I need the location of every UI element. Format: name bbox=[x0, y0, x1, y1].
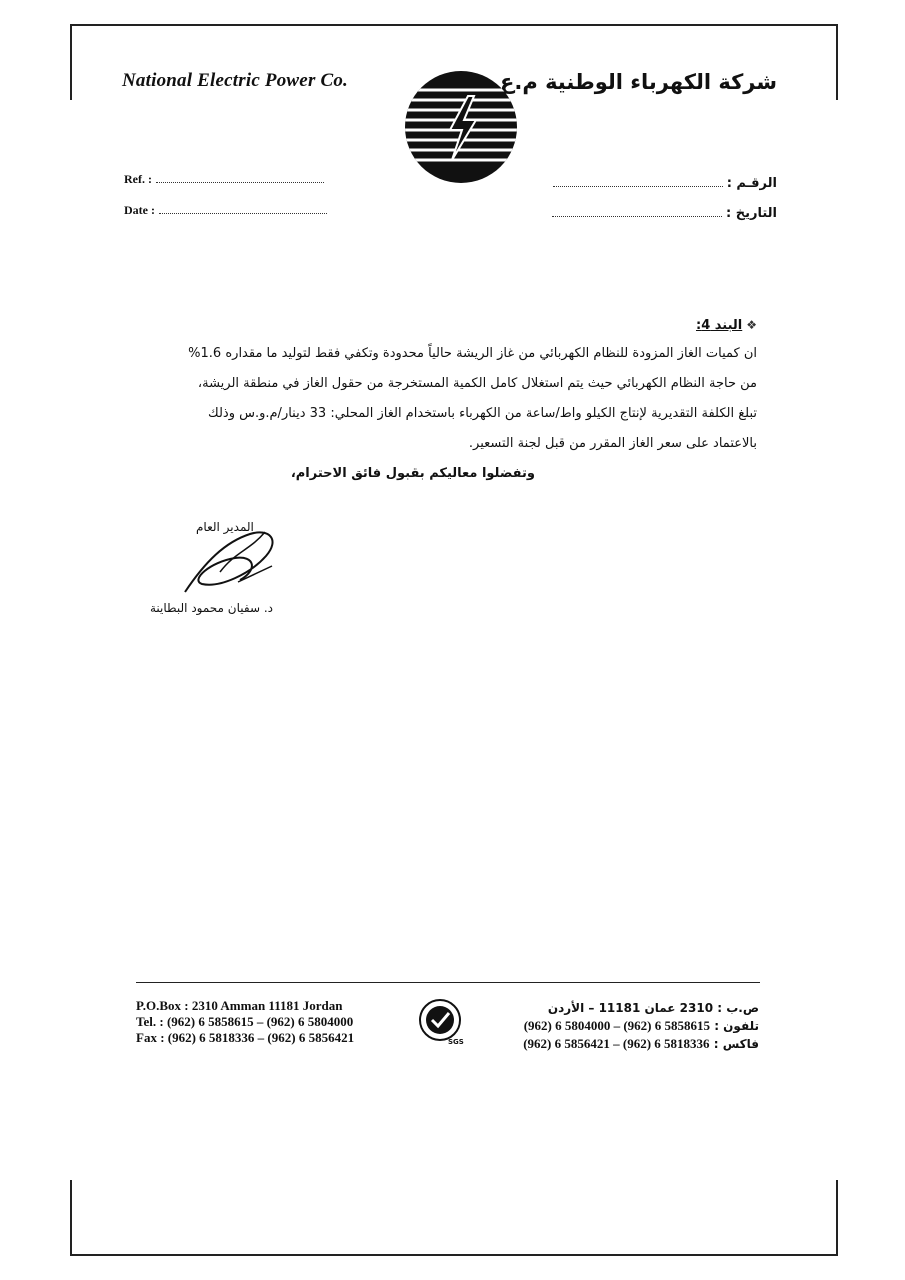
footer-pobox-en: P.O.Box : 2310 Amman 11181 Jordan bbox=[136, 998, 343, 1013]
footer-contact-en bbox=[136, 998, 354, 1046]
footer-tel-numbers-ar: (962) 6 5804000 – (962) 6 5858615 bbox=[523, 1018, 711, 1033]
sgs-certification-icon bbox=[418, 998, 474, 1048]
date-label: Date : bbox=[124, 203, 155, 217]
clause-heading-text: البند 4: bbox=[695, 318, 743, 333]
body-line-3: تبلغ الكلفة التقديرية لإنتاج الكيلو واط/ساعة من الكهرباء باستخدام الغاز المحلي: 33 دينار/م.و.س وذلك bbox=[207, 406, 757, 421]
footer-fax-numbers-ar: (962) 6 5856421 – (962) 6 5818336 bbox=[523, 1036, 710, 1051]
footer-fax-ar bbox=[523, 1035, 759, 1053]
footer-pobox-ar: ص.ب : 2310 عمان 11181 – الأردن bbox=[547, 1001, 759, 1015]
clause-heading bbox=[696, 318, 757, 333]
ref-label: Ref. : bbox=[124, 172, 152, 186]
signer-name: د. سفيان محمود البطاينة bbox=[150, 601, 273, 615]
footer-divider bbox=[136, 982, 760, 983]
date-blank-ar bbox=[552, 216, 722, 217]
company-logo-icon bbox=[404, 70, 518, 184]
ref-field-ar bbox=[553, 176, 777, 191]
ref-blank bbox=[156, 182, 324, 183]
ref-field bbox=[124, 172, 324, 187]
diamond-bullet-icon: ❖ bbox=[746, 318, 757, 332]
date-blank bbox=[159, 213, 327, 214]
footer-fax-en: Fax : (962) 6 5818336 – (962) 6 5856421 bbox=[136, 1030, 355, 1045]
body-line-1: ان كميات الغاز المزودة للنظام الكهربائي من غاز الريشة حالياً محدودة وتكفي فقط لتوليد ما مقداره 1.6% bbox=[188, 346, 757, 361]
footer-fax-label-ar: فاكس : bbox=[713, 1037, 759, 1051]
company-name-en: National Electric Power Co. bbox=[122, 70, 349, 91]
company-name-ar: شركة الكهرباء الوطنية م.ع bbox=[500, 70, 777, 94]
footer-tel-label-ar: تلفون : bbox=[714, 1019, 759, 1033]
footer-contact-ar bbox=[523, 1000, 759, 1053]
handwritten-signature bbox=[180, 522, 290, 602]
footer-tel-en: Tel. : (962) 6 5858615 – (962) 6 5804000 bbox=[136, 1014, 354, 1029]
body-line-2: من حاجة النظام الكهربائي حيث يتم استغلال كامل الكمية المستخرجة من حقول الغاز في منطقة الريشة، bbox=[197, 376, 757, 391]
footer-tel-ar bbox=[523, 1017, 759, 1035]
date-field-ar bbox=[552, 206, 777, 221]
date-field bbox=[124, 203, 327, 218]
ref-label-ar: الرقـم : bbox=[726, 176, 777, 191]
signer-title: المدير العام bbox=[196, 520, 254, 534]
closing-salutation: وتفضلوا معاليكم بقبول فائق الاحترام، bbox=[290, 466, 535, 481]
body-line-4: بالاعتماد على سعر الغاز المقرر من قبل لجنة التسعير. bbox=[468, 436, 757, 451]
date-label-ar: التاريخ : bbox=[726, 206, 777, 221]
page-frame-bottom bbox=[70, 1180, 838, 1256]
cert-label: SGS bbox=[448, 1038, 464, 1046]
ref-blank-ar bbox=[553, 186, 723, 187]
